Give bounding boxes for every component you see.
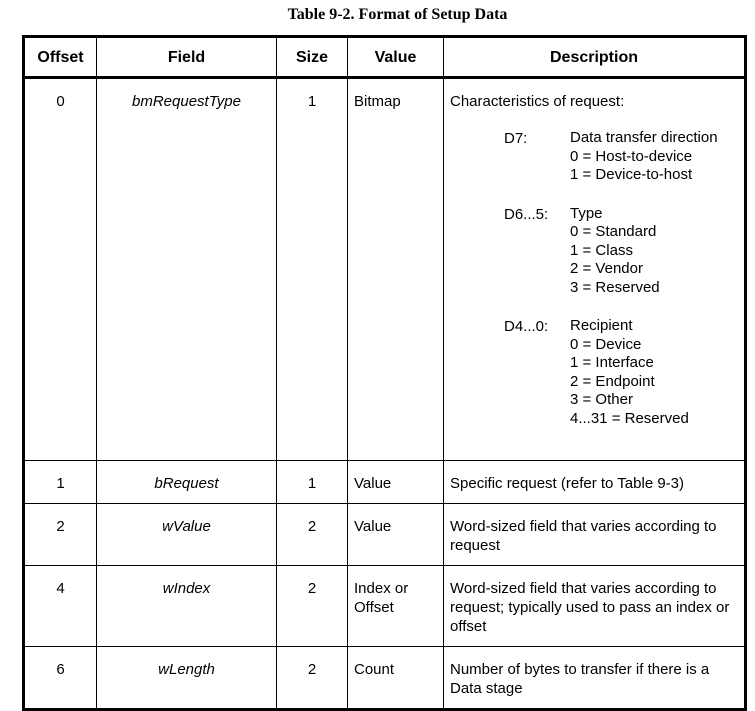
offset-cell: 6 [24, 647, 97, 710]
bitfield-item: 1 = Class [570, 241, 633, 259]
field-cell: bRequest [97, 461, 277, 504]
value-cell: Bitmap [348, 78, 444, 461]
bitfield-item: 4...31 = Reserved [570, 409, 689, 427]
description-cell [444, 78, 746, 461]
value-cell: Count [348, 647, 444, 710]
table-row [24, 504, 746, 566]
field-cell: wIndex [97, 566, 277, 647]
field-cell: bmRequestType [97, 78, 277, 461]
header-field: Field [97, 37, 277, 78]
bitfield-title: Recipient [570, 317, 633, 334]
header-offset: Offset [24, 37, 97, 78]
size-cell: 1 [277, 78, 348, 461]
field-cell: wValue [97, 504, 277, 566]
size-cell: 2 [277, 504, 348, 566]
table-row [24, 78, 746, 461]
bitfield-item: 2 = Endpoint [570, 372, 655, 390]
description-cell: Word-sized field that varies according to request [444, 504, 746, 566]
table-caption: Table 9-2. Format of Setup Data [287, 6, 508, 23]
description-cell: Word-sized field that varies according to request; typically used to pass an index or offset [444, 566, 746, 647]
bitfield-title: Data transfer direction [570, 129, 718, 146]
bitfield-group [450, 129, 738, 185]
bitfield-title: Type [570, 204, 603, 222]
description-cell: Number of bytes to transfer if there is a Data stage [444, 647, 746, 710]
bitfield-bits: D4...0: [504, 318, 549, 335]
value-cell: Value [348, 461, 444, 504]
bitfield-item: 1 = Interface [570, 354, 654, 371]
size-cell: 2 [277, 647, 348, 710]
offset-cell: 4 [24, 566, 97, 647]
value-cell: Index or Offset [348, 566, 444, 647]
bitfield-item: 1 = Device-to-host [570, 166, 693, 183]
header-value: Value [348, 37, 444, 78]
field-cell: wLength [97, 647, 277, 710]
bitfield-item: 0 = Host-to-device [570, 147, 693, 165]
offset-cell: 1 [24, 461, 97, 504]
table-row [24, 461, 746, 504]
size-cell: 2 [277, 566, 348, 647]
offset-cell: 2 [24, 504, 97, 566]
offset-cell: 0 [24, 78, 97, 461]
bitfield-item: 3 = Reserved [570, 278, 660, 296]
table-row [24, 566, 746, 647]
description-cell: Specific request (refer to Table 9-3) [444, 461, 746, 504]
header-description: Description [444, 37, 746, 78]
description-text: Characteristics of request: [450, 93, 625, 110]
bitfield-item: 2 = Vendor [570, 260, 643, 277]
header-size: Size [277, 37, 348, 78]
bitfield-bits: D6...5: [504, 205, 549, 223]
bitfield-item: 0 = Standard [570, 223, 657, 240]
value-cell: Value [348, 504, 444, 566]
bitfield-item: 0 = Device [570, 335, 642, 353]
bitfield-item: 3 = Other [570, 391, 633, 408]
header-row [24, 37, 746, 78]
bitfield-group [450, 317, 738, 428]
table-row [24, 647, 746, 710]
bitfield-bits: D7: [504, 130, 528, 147]
size-cell: 1 [277, 461, 348, 504]
bitfield-group [450, 205, 738, 298]
setup-data-table [22, 35, 747, 711]
